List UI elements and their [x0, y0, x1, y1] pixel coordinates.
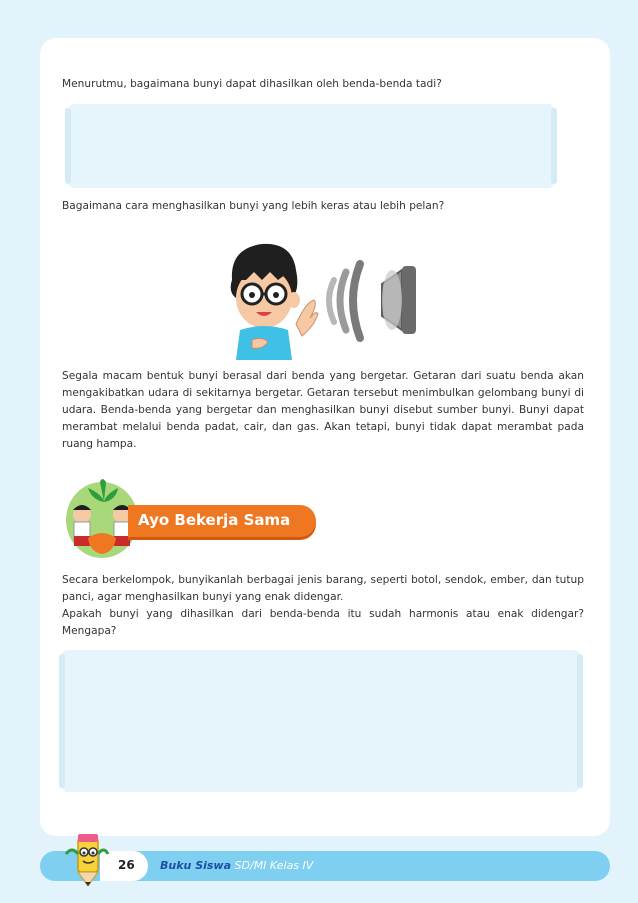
activity-instruction-2: Apakah bunyi yang dihasilkan dari benda-benda itu sudah harmonis atau enak didengar? Mengapa? [62, 608, 584, 637]
question-2: Bagaimana cara menghasilkan bunyi yang lebih keras atau lebih pelan? [62, 200, 445, 212]
activity-title: Ayo Bekerja Sama [138, 511, 291, 529]
question-1: Menurutmu, bagaimana bunyi dapat dihasilkan oleh benda-benda tadi? [62, 78, 442, 90]
book-class: SD/MI Kelas IV [234, 859, 314, 872]
speaker-icon [329, 264, 416, 338]
activity-banner [128, 505, 316, 537]
page-number: 26 [118, 858, 135, 872]
book-label [160, 859, 313, 872]
answer-box-1[interactable] [68, 104, 554, 188]
pencil-mascot-icon [64, 832, 110, 888]
activity-instructions [62, 572, 584, 640]
answer-box-2[interactable] [62, 650, 580, 792]
boy-listening-illustration [222, 240, 434, 360]
boy-figure [231, 244, 318, 360]
activity-instruction-1: Secara berkelompok, bunyikanlah berbagai jenis barang, seperti botol, sendok, ember, dan tutup panci, agar menghasilkan bunyi yang enak didengar. [62, 574, 584, 603]
book-title: Buku Siswa [160, 859, 232, 872]
explanation-paragraph: Segala macam bentuk bunyi berasal dari benda yang bergetar. Getaran dari suatu benda akan mengakibatkan udara di sekitarnya bergetar. Getaran tersebut menimbulkan gelombang bunyi di udara. Benda-benda yang bergetar dan menghasilkan bunyi disebut sumber bunyi. Bunyi dapat merambat melalui benda padat, cair, dan gas. Akan tetapi, bunyi tidak dapat merambat pada ruang hampa. [62, 370, 584, 450]
